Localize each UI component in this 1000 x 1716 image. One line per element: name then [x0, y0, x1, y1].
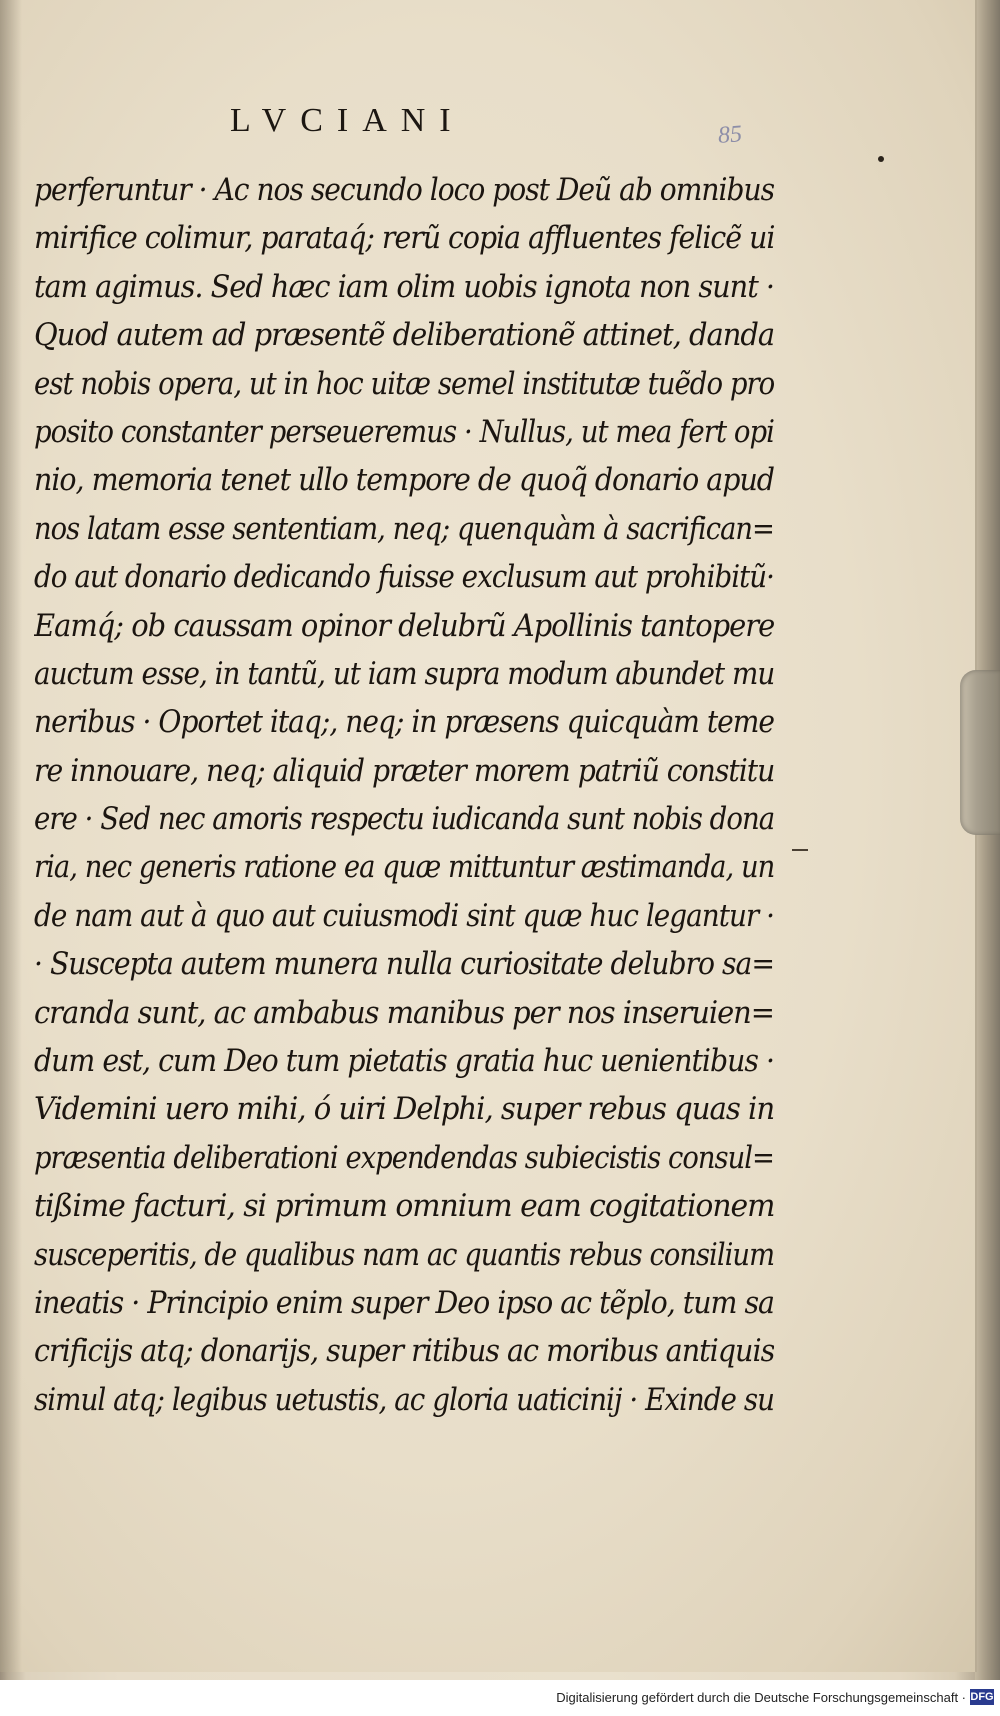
text-line: simul atq; legibus uetustis, ac gloria uaticinij · Exinde su	[34, 1381, 774, 1418]
text-line: tißime facturi, si primum omnium eam cogitationem	[34, 1188, 774, 1225]
folio-annotation: 85	[717, 121, 743, 149]
running-head: LVCIANI	[230, 102, 465, 139]
text-line: re innouare, neq; aliquid præter morem patriũ constitu	[34, 752, 774, 789]
text-line: auctum esse, in tantũ, ut iam supra modum abundet mu	[34, 655, 774, 692]
text-line: nio, memoria tenet ullo tempore de quoq̃ donario apud	[34, 462, 774, 499]
text-line: Eamq́; ob caussam opinor delubrũ Apollinis tantopere	[34, 607, 774, 644]
text-line: perferuntur · Ac nos secundo loco post Deũ ab omnibus	[34, 172, 774, 208]
text-line: ineatis · Principio enim super Deo ipso ac tẽplo, tum sa	[34, 1284, 774, 1321]
margin-dash-mark	[792, 849, 808, 851]
text-line: ria, nec generis ratione ea quæ mittuntur æstimanda, un	[34, 849, 774, 886]
page-edge	[975, 0, 1000, 1680]
text-line: de nam aut à quo aut cuiusmodi sint quæ huc legantur ·	[34, 897, 774, 934]
text-line: Videmini uero mihi, ó uiri Delphi, super rebus quas in	[34, 1091, 774, 1128]
text-line: do aut donario dedicando fuisse exclusum aut prohibitũ·	[34, 559, 774, 596]
footer-bar	[0, 1680, 1000, 1716]
text-line: nos latam esse sententiam, neq; quenquàm à sacrifican=	[34, 510, 774, 547]
text-line: dum est, cum Deo tum pietatis gratia huc uenientibus ·	[34, 1043, 774, 1080]
text-line: crificijs atq; donarijs, super ritibus ac moribus antiquis	[34, 1333, 774, 1370]
ink-dot-mark	[878, 156, 884, 162]
text-line: posito constanter perseueremus · Nullus, ut mea fert opi	[34, 413, 774, 450]
gutter-shadow	[0, 0, 22, 1672]
dfg-logo: DFG	[970, 1691, 994, 1703]
text-line: est nobis opera, ut in hoc uitæ semel institutæ tuẽdo pro	[34, 365, 774, 402]
book-clasp	[960, 670, 1000, 835]
text-line: susceperitis, de qualibus nam ac quantis rebus consilium	[34, 1236, 774, 1273]
text-block	[34, 166, 774, 1424]
text-line: mirifice colimur, parataq́; rerũ copia affluentes felicẽ ui	[34, 220, 774, 257]
text-line: · Suscepta autem munera nulla curiositate delubro sa=	[34, 946, 774, 983]
text-line: præsentia deliberationi expendendas subiecistis consul=	[34, 1139, 774, 1176]
text-line: tam agimus. Sed hæc iam olim uobis ignota non sunt ·	[34, 268, 774, 305]
text-line: cranda sunt, ac ambabus manibus per nos inseruien=	[34, 994, 774, 1031]
text-line: ere · Sed nec amoris respectu iudicanda sunt nobis dona	[34, 801, 774, 838]
text-line: neribus · Oportet itaq;, neq; in præsens quicquàm teme	[34, 704, 774, 741]
funding-credit: Digitalisierung gefördert durch die Deutsche Forschungsgemeinschaft ·	[556, 1690, 966, 1705]
text-line: Quod autem ad præsentẽ deliberationẽ attinet, danda	[34, 317, 774, 354]
